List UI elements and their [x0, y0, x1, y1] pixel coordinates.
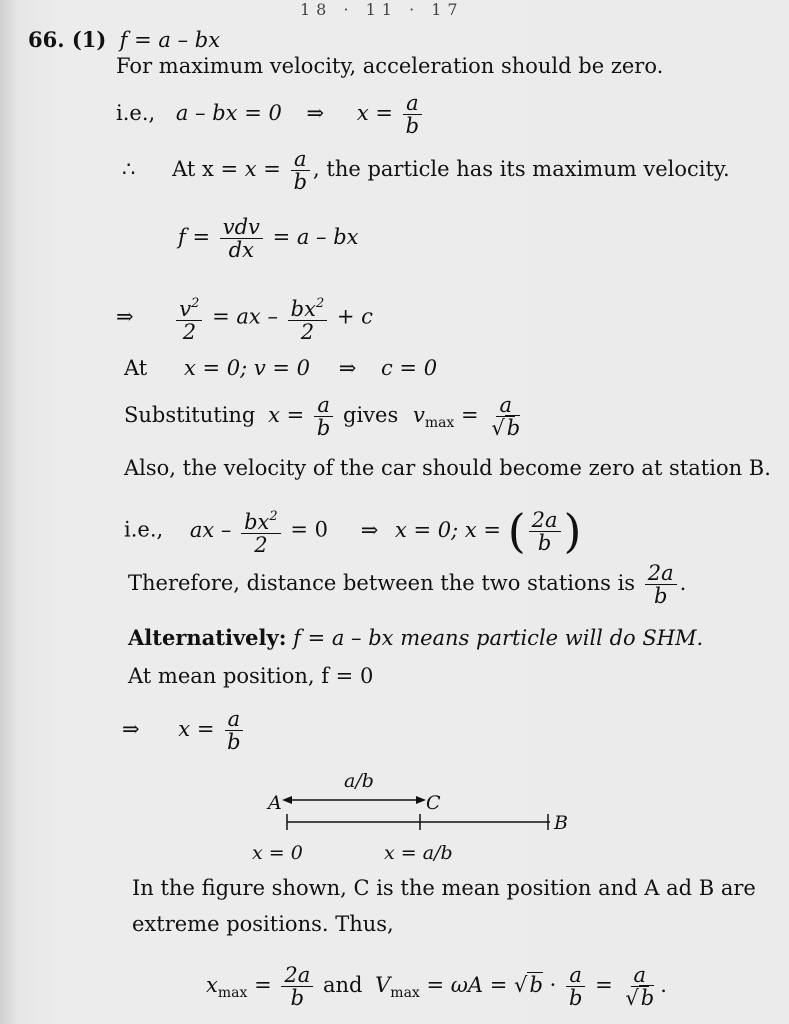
eq-line-10: $x_{max}$ = $\frac{2a}{b}$ and $V_{max} = \omega A = √b$ · $\frac{a}{b}$ = $\frac{a}{√b}$ .: [206, 963, 667, 1010]
arrow-head-a: [282, 796, 292, 804]
eq-line-1: i.e., a – bx = 0 ⇒ x = $\frac{a}{b}$: [116, 92, 425, 137]
header-cutoff: 18 · 11 · 17: [300, 0, 464, 19]
label-x-ab: x = a/b: [384, 842, 453, 864]
eq-line-2: ∴ At x = x = $\frac{a}{b}$ , the particle has its maximum velocity.: [122, 147, 730, 194]
label-point-a: A: [268, 792, 282, 814]
mean-line: At mean position, f = 0: [128, 664, 374, 688]
alt-line: Alternatively: f = a – bx means particle will do SHM.: [128, 625, 704, 650]
fig-text-1: In the figure shown, C is the mean position and A ad B are: [132, 876, 756, 900]
label-point-c: C: [426, 792, 441, 814]
fig-text-2: extreme positions. Thus,: [132, 912, 394, 936]
fraction-a-over-b: $\frac{a}{b}$: [403, 92, 422, 137]
text-line-1: For maximum velocity, acceleration should be zero.: [116, 54, 664, 78]
problem-given: f = a – bx: [119, 28, 221, 52]
label-x-zero: x = 0: [252, 842, 303, 864]
label-a-over-b: a/b: [344, 770, 374, 792]
eq-line-7: i.e., ax – $\frac{bx^2}{2}$ = 0 ⇒ x = 0; x = ( $\frac{2a}{b}$ ): [124, 504, 582, 558]
text-line-also: Also, the velocity of the car should become zero at station B.: [124, 456, 771, 480]
eq-line-6: Substituting x = $\frac{a}{b}$ gives $v_{max}$ = $\frac{a}{√b}$: [124, 393, 521, 440]
eq-line-4: ⇒ $\frac{v^2}{2}$ = ax – $\frac{bx^2}{2}$ + c: [116, 293, 373, 343]
eq-line-3: f = $\frac{\text{vdv}}{dx}$ = a – bx: [178, 215, 359, 262]
eq-line-8: Therefore, distance between the two stations is $\frac{2a}{b}$ .: [128, 561, 687, 608]
label-point-b: B: [554, 812, 568, 834]
problem-number: 66. (1): [28, 27, 107, 52]
arrow-head-c: [416, 796, 426, 804]
problem-header: [28, 28, 220, 52]
eq-line-5: At x = 0; v = 0 ⇒ c = 0: [124, 356, 438, 380]
eq-line-9: ⇒ x = $\frac{a}{b}$: [122, 708, 247, 753]
